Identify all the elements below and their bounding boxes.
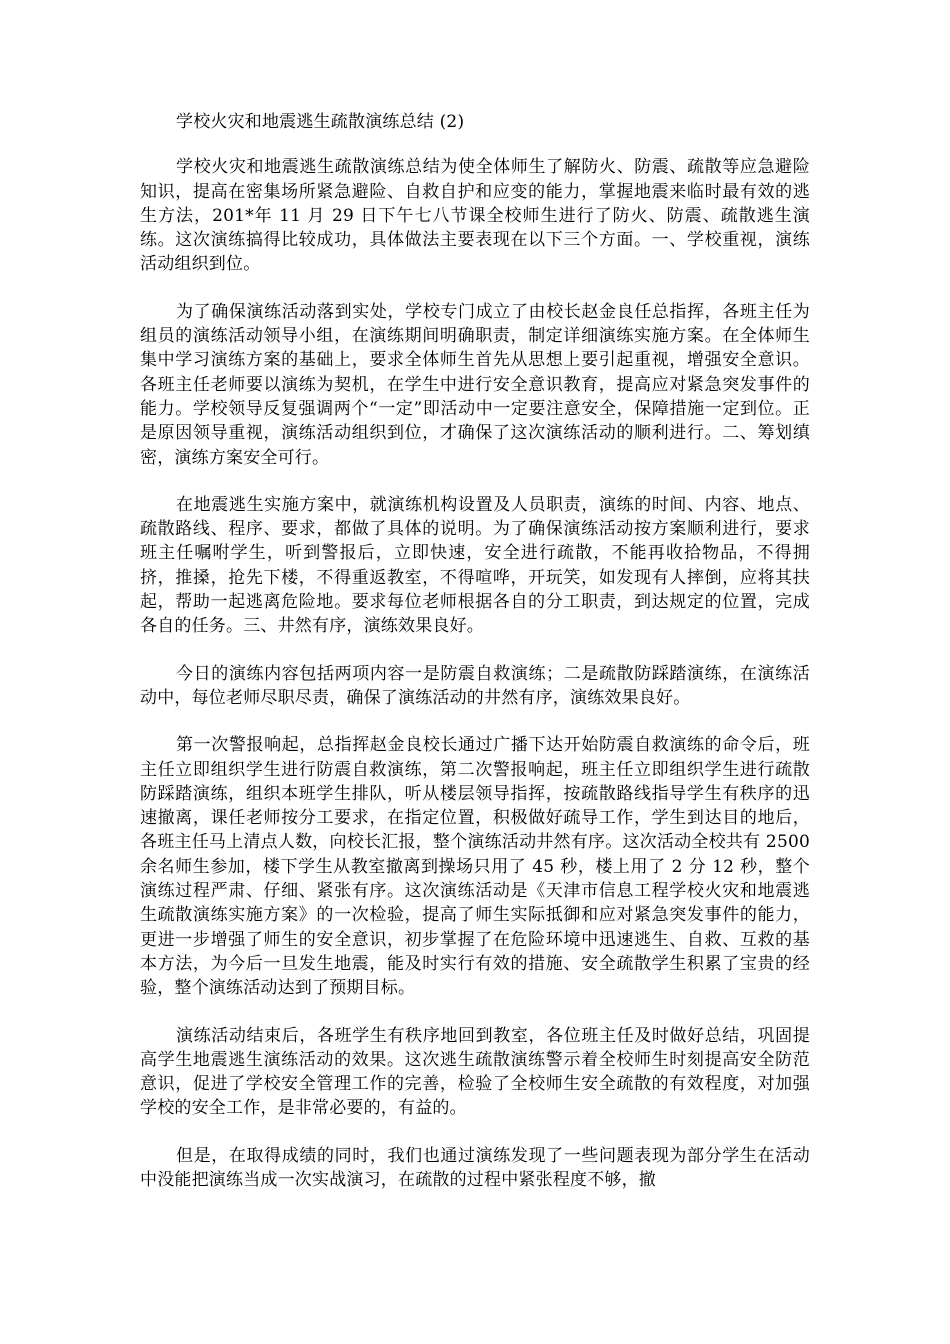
paragraph-7: 但是，在取得成绩的同时，我们也通过演练发现了一些问题表现为部分学生在活动中没能把演练当成一次实战演习，在疏散的过程中紧张程度不够，撤: [140, 1145, 810, 1190]
paragraph-5: 第一次警报响起，总指挥赵金良校长通过广播下达开始防震自救演练的命令后，班主任立即组织学生进行防震自救演练，第二次警报响起，班主任立即组织学生进行疏散防踩踏演练，组织本班学生排队，听从楼层领导指挥，按疏散路线指导学生有秩序的迅速撤离，课任老师按分工要求，在指定位置，积极做好疏导工作，学生到达目的地后，各班主任马上清点人数，向校长汇报，整个演练活动井然有序。这次活动全校共有 2500 余名师生参加，楼下学生从教室撤离到操场只用了 45 秒，楼上用了 2 分 12 秒，整个演练过程严肃、仔细、紧张有序。这次演练活动是《天津市信息工程学校火灾和地震逃生疏散演练实施方案》的一次检验，提高了师生实际抵御和应对紧急突发事件的能力，更进一步增强了师生的安全意识，初步掌握了在危险环境中迅速逃生、自救、互救的基本方法，为今后一旦发生地震，能及时实行有效的措施、安全疏散学生积累了宝贵的经验，整个演练活动达到了预期目标。: [140, 735, 810, 999]
paragraph-2: 为了确保演练活动落到实处，学校专门成立了由校长赵金良任总指挥，各班主任为组员的演练活动领导小组，在演练期间明确职责，制定详细演练实施方案。在全体师生集中学习演练方案的基础上，要求全体师生首先从思想上要引起重视，增强安全意识。各班主任老师要以演练为契机，在学生中进行安全意识教育，提高应对紧急突发事件的能力。学校领导反复强调两个“一定”即活动中一定要注意安全，保障措施一定到位。正是原因领导重视，演练活动组织到位，才确保了这次演练活动的顺利进行。二、筹划缜密，演练方案安全可行。: [140, 301, 810, 468]
paragraph-3: 在地震逃生实施方案中，就演练机构设置及人员职责，演练的时间、内容、地点、疏散路线、程序、要求，都做了具体的说明。为了确保演练活动按方案顺利进行，要求班主任嘱咐学生，听到警报后，立即快速，安全进行疏散，不能再收拾物品，不得拥挤，推搡，抢先下楼，不得重返教室，不得喧哗，开玩笑，如发现有人摔倒，应将其扶起，帮助一起逃离危险地。要求每位老师根据各自的分工职责，到达规定的位置，完成各自的任务。三、井然有序，演练效果良好。: [140, 494, 810, 637]
paragraph-1: 学校火灾和地震逃生疏散演练总结为使全体师生了解防火、防震、疏散等应急避险知识，提高在密集场所紧急避险、自救自护和应变的能力，掌握地震来临时最有效的逃生方法，201*年 11 月 29 日下午七八节课全校师生进行了防火、防震、疏散逃生演练。这次演练搞得比较成功，具体做法主要表现在以下三个方面。一、学校重视，演练活动组织到位。: [140, 157, 810, 275]
paragraph-4: 今日的演练内容包括两项内容一是防震自救演练；二是疏散防踩踏演练，在演练活动中，每位老师尽职尽责，确保了演练活动的井然有序，演练效果良好。: [140, 663, 810, 708]
document-title: 学校火灾和地震逃生疏散演练总结 (2): [176, 112, 465, 132]
document-page: [140, 110, 810, 1215]
paragraph-6: 演练活动结束后，各班学生有秩序地回到教室，各位班主任及时做好总结，巩固提高学生地震逃生演练活动的效果。这次逃生疏散演练警示着全校师生时刻提高安全防范意识，促进了学校安全管理工作的完善，检验了全校师生安全疏散的有效程度，对加强学校的安全工作，是非常必要的，有益的。: [140, 1025, 810, 1119]
